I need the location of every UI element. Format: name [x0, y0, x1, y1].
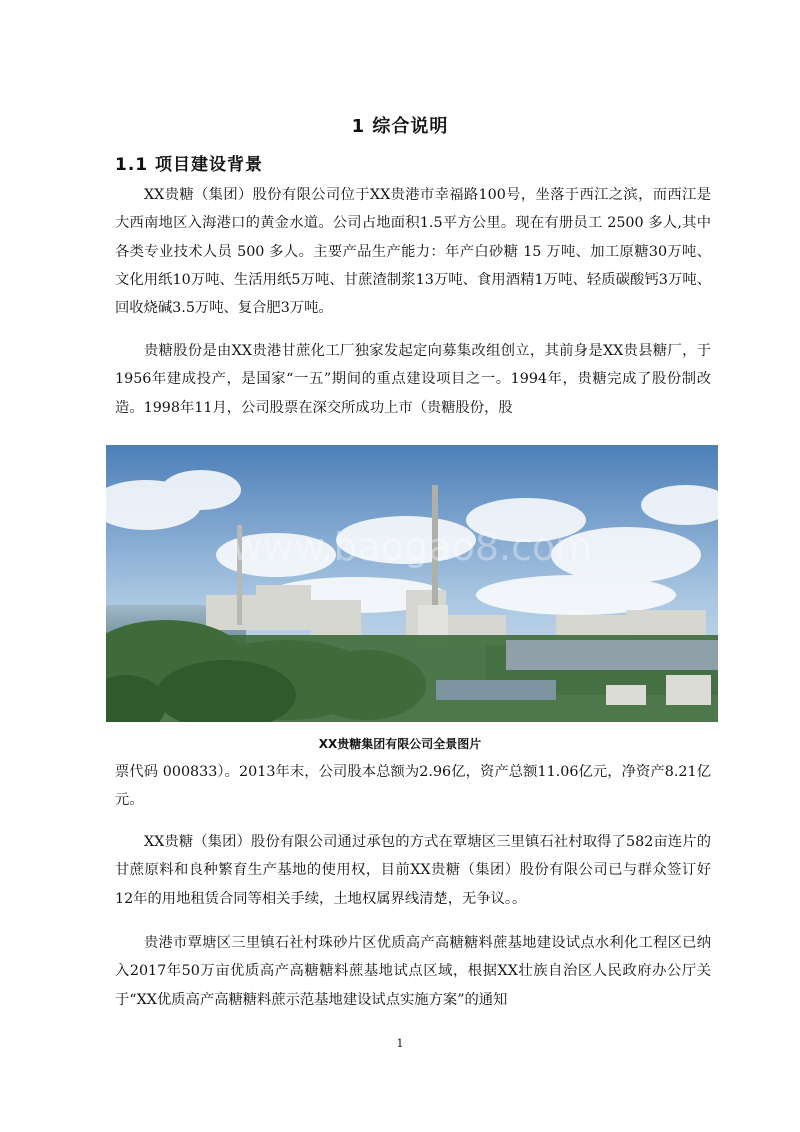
- page-number: 1: [396, 1037, 404, 1050]
- paragraph-history: 贵糖股份是由XX贵港甘蔗化工厂独家发起定向募集改组创立，其前身是XX贵县糖厂，于1956年建成投产，是国家“一五”期间的重点建设项目之一。1994年，贵糖完成了股份制改造。1998年11月，公司股票在深交所成功上市（贵糖股份，股: [115, 343, 711, 416]
- paragraph-company-intro: XX贵糖（集团）股份有限公司位于XX贵港市幸福路100号，坐落于西江之滨，而西江是大西南地区入海港口的黄金水道。公司占地面积1.5平方公里。现在有册员工 2500 多人,其中各类专业技术人员 500 多人。主要产品生产能力：年产白砂糖 15 万吨、加工原糖30万吨、文化用纸10万吨、生活用纸5万吨、甘蔗渣制浆13万吨、食用酒精1万吨、轻质碳酸钙3万吨、回收烧碱3.5万吨、复合肥3万吨。: [115, 187, 711, 317]
- factory-panorama-photo: [106, 445, 718, 722]
- chapter-title: 1 综合说明: [351, 116, 449, 137]
- photo-caption: XX贵糖集团有限公司全景图片: [318, 737, 482, 751]
- paragraph-land-lease: XX贵糖（集团）股份有限公司通过承包的方式在覃塘区三里镇石社村取得了582亩连片的甘蔗原料和良种繁育生产基地的使用权，目前XX贵糖（集团）股份有限公司已与群众签订好12年的用地租赁合同等相关手续，土地权属界线清楚，无争议。。: [115, 834, 711, 907]
- paragraph-irrigation-project: 贵港市覃塘区三里镇石社村珠砂片区优质高产高糖糖料蔗基地建设试点水利化工程区已纳入2017年50万亩优质高产高糖糖料蔗基地试点区域，根据XX壮族自治区人民政府办公厅关于“XX优质高产高糖糖料蔗示范基地建设试点实施方案”的通知: [115, 935, 711, 1008]
- section-title: 1.1 项目建设背景: [115, 155, 264, 175]
- photo-watermark: www.baogao8.com: [231, 525, 593, 569]
- paragraph-stock-financials: 票代码 000833）。2013年末，公司股本总额为2.96亿，资产总额11.06亿元，净资产8.21亿元。: [115, 764, 711, 809]
